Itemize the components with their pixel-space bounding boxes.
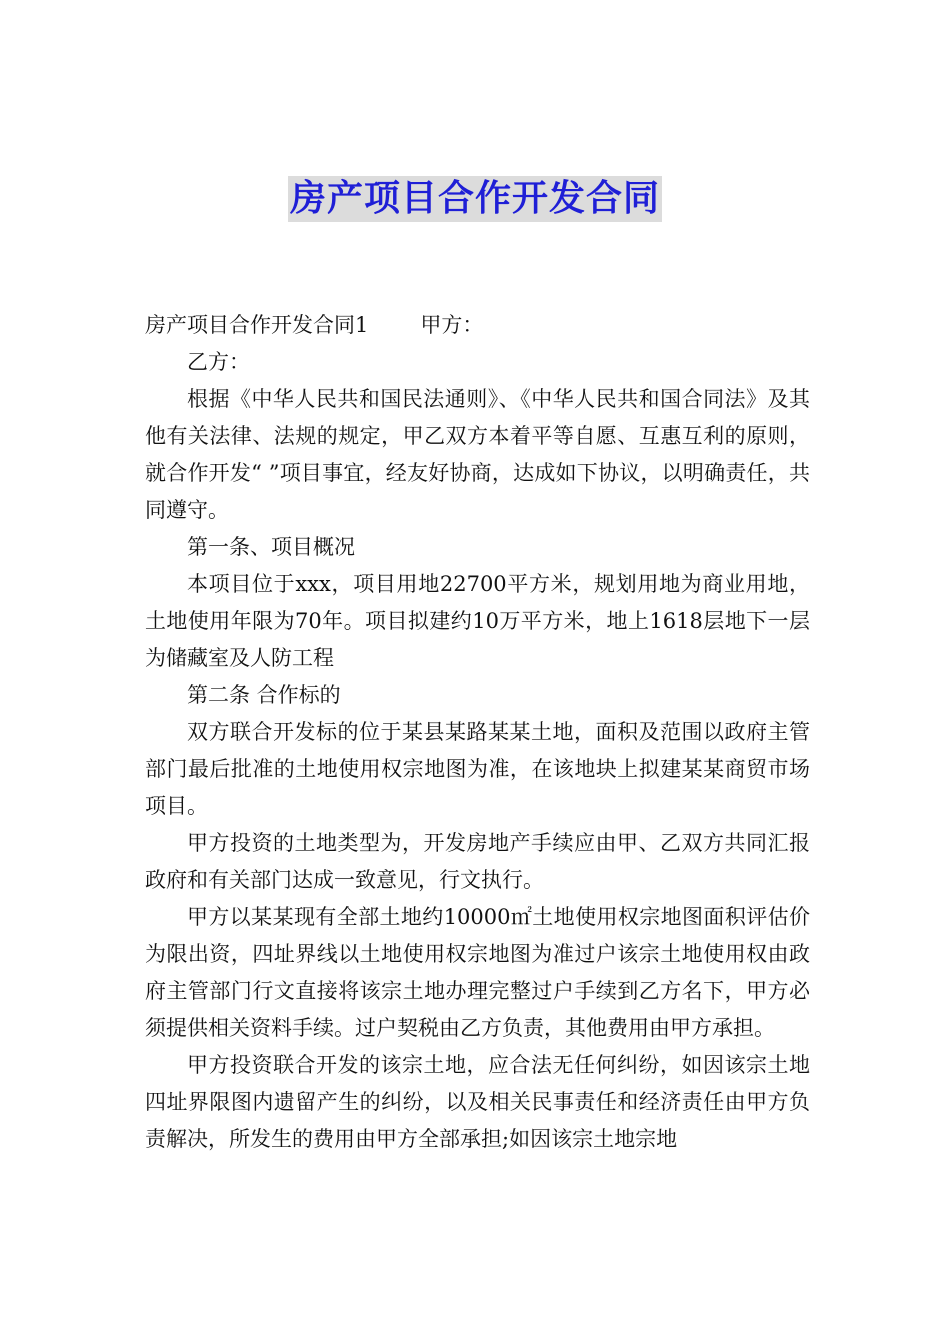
paragraph-cooperation-subject: 双方联合开发标的位于某县某路某某土地，面积及范围以政府主管部门最后批准的土地使用权宗地图为准，在该地块上拟建某某商贸市场项目。 [145, 720, 810, 818]
paragraph-project-overview: 本项目位于xxx，项目用地22700平方米，规划用地为商业用地，土地使用年限为70年。项目拟建约10万平方米，地上1618层地下一层为储藏室及人防工程 [145, 572, 810, 670]
article-2-heading: 第二条 合作标的 [187, 683, 341, 707]
document-body [145, 307, 810, 1158]
document-title: 房产项目合作开发合同 [288, 176, 662, 222]
paragraph-land-type: 甲方投资的土地类型为，开发房地产手续应由甲、乙双方共同汇报政府和有关部门达成一致意见，行文执行。 [145, 831, 810, 892]
paragraph-preamble: 根据《中华人民共和国民法通则》、《中华人民共和国合同法》及其他有关法律、法规的规定，甲乙双方本着平等自愿、互惠互利的原则，就合作开发“ ”项目事宜，经友好协商，达成如下协议，以明确责任，共同遵守。 [145, 387, 810, 522]
party-a-label: 甲方： [420, 313, 484, 337]
article-1-heading: 第一条、项目概况 [187, 535, 355, 559]
title-container [0, 176, 950, 222]
intro-heading: 房产项目合作开发合同1 [145, 313, 369, 337]
party-b-label: 乙方： [187, 350, 250, 374]
paragraph-land-disputes: 甲方投资联合开发的该宗土地，应合法无任何纠纷，如因该宗土地四址界限图内遗留产生的纠纷，以及相关民事责任和经济责任由甲方负责解决，所发生的费用由甲方全部承担;如因该宗土地宗地 [145, 1053, 810, 1151]
intro-line [145, 307, 810, 344]
paragraph-land-contribution: 甲方以某某现有全部土地约10000㎡土地使用权宗地图面积评估价为限出资，四址界线以土地使用权宗地图为准过户该宗土地使用权由政府主管部门行文直接将该宗土地办理完整过户手续到乙方名下，甲方必须提供相关资料手续。过户契税由乙方负责，其他费用由甲方承担。 [145, 905, 810, 1040]
